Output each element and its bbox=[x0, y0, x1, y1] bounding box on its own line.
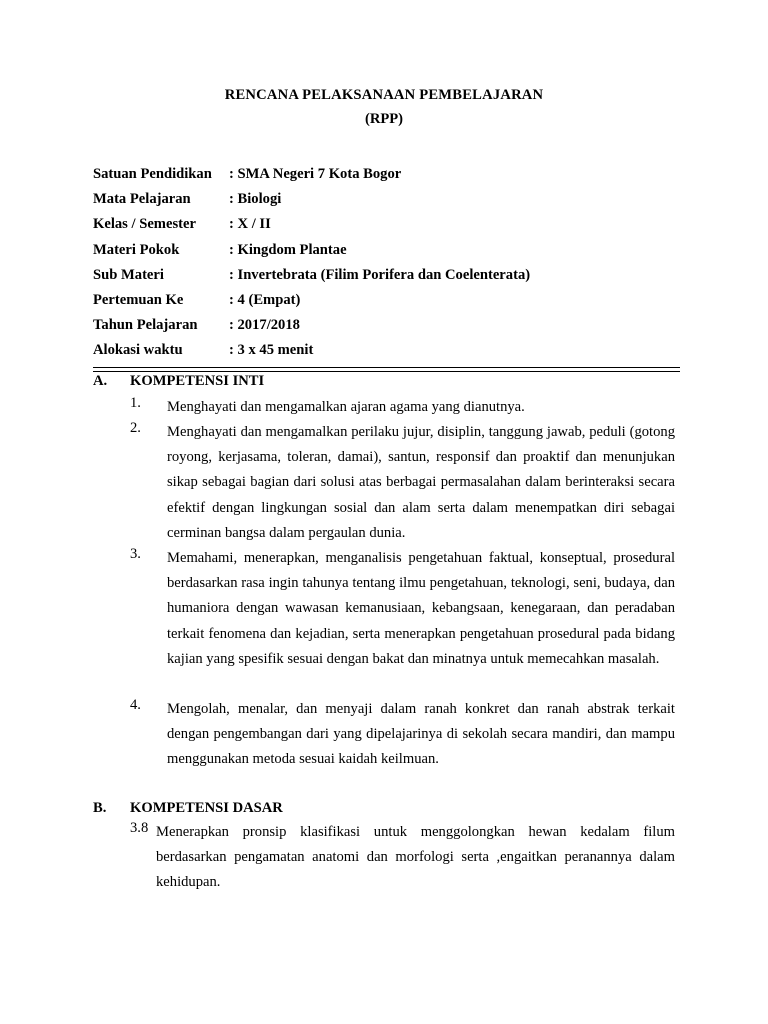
info-row-mata-pelajaran bbox=[93, 191, 530, 216]
info-label: Kelas / Semester bbox=[93, 216, 196, 233]
section-a-heading bbox=[93, 373, 264, 390]
section-letter: A. bbox=[93, 373, 108, 389]
info-row-satuan-pendidikan bbox=[93, 166, 530, 191]
divider-line bbox=[93, 367, 680, 368]
info-label: Alokasi waktu bbox=[93, 342, 183, 359]
divider-line bbox=[93, 371, 680, 372]
document-title: RENCANA PELAKSANAAN PEMBELAJARAN bbox=[224, 87, 544, 103]
info-value: : Biologi bbox=[229, 191, 282, 208]
info-label: Pertemuan Ke bbox=[93, 291, 184, 308]
list-text: Menghayati dan mengamalkan perilaku jujur, disiplin, tanggung jawab, peduli (gotong royong, kerjasama, toleran, damai), santun, responsif dan proaktif dan menunjukan sikap sebagai bagian dari solusi atas berbagai permasalahan dalam berinteraksi secara efektif dengan lingkungan sosial dan alam serta dalam menempatkan diri sebagai cerminan bangsa dalam pergaulan dunia. bbox=[167, 424, 675, 541]
list-number: 1. bbox=[130, 395, 141, 411]
list-item bbox=[130, 546, 675, 672]
info-label: Mata Pelajaran bbox=[93, 191, 191, 208]
list-number: 3.8 bbox=[130, 820, 149, 836]
info-row-alokasi-waktu bbox=[93, 342, 530, 367]
section-letter: B. bbox=[93, 800, 107, 816]
info-value: : Invertebrata (Filim Porifera dan Coelenterata) bbox=[229, 266, 531, 283]
list-text: Memahami, menerapkan, menganalisis pengetahuan faktual, konseptual, prosedural berdasarkan rasa ingin tahunya tentang ilmu pengetahuan, teknologi, seni, budaya, dan humaniora dengan wawasan kemanusiaan, kebangsaan, kenegaraan, dan peradaban terkait fenomena dan kejadian, serta menerapkan pengetahuan prosedural pada bidang kajian yang spesifik sesuai dengan bakat dan minatnya untuk memecahkan masalah. bbox=[167, 550, 675, 667]
info-label: Satuan Pendidikan bbox=[93, 166, 212, 182]
identity-table bbox=[93, 166, 530, 368]
info-value: : 4 (Empat) bbox=[229, 291, 301, 308]
list-item bbox=[130, 395, 675, 420]
info-label: Materi Pokok bbox=[93, 241, 180, 258]
list-text: Mengolah, menalar, dan menyaji dalam ranah konkret dan ranah abstrak terkait dengan pengembangan dari yang dipelajarinya di sekolah secara mandiri, dan mampu menggunakan metoda sesuai kaidah keilmuan. bbox=[167, 701, 675, 768]
info-label: Tahun Pelajaran bbox=[93, 317, 198, 334]
list-item bbox=[130, 420, 675, 546]
info-row-sub-materi bbox=[93, 267, 530, 292]
info-value: : X / II bbox=[229, 216, 271, 233]
info-row-materi-pokok bbox=[93, 242, 530, 267]
info-value: : 3 x 45 menit bbox=[229, 342, 314, 359]
list-item bbox=[130, 697, 675, 773]
list-number: 3. bbox=[130, 546, 141, 562]
document-subtitle: (RPP) bbox=[364, 111, 404, 127]
info-value: : 2017/2018 bbox=[229, 317, 300, 334]
section-title: KOMPETENSI DASAR bbox=[130, 800, 283, 816]
list-item bbox=[130, 820, 675, 896]
info-value: : SMA Negeri 7 Kota Bogor bbox=[229, 166, 402, 182]
section-title: KOMPETENSI INTI bbox=[130, 373, 265, 389]
info-label: Sub Materi bbox=[93, 266, 164, 283]
section-b-heading bbox=[93, 800, 283, 817]
list-text: Menghayati dan mengamalkan ajaran agama yang dianutnya. bbox=[167, 399, 525, 415]
list-number: 4. bbox=[130, 697, 141, 713]
info-row-pertemuan-ke bbox=[93, 292, 530, 317]
info-row-tahun-pelajaran bbox=[93, 317, 530, 342]
list-text: Menerapkan pronsip klasifikasi untuk menggolongkan hewan kedalam filum berdasarkan pengamatan anatomi dan morfologi serta ,engaitkan peranannya dalam kehidupan. bbox=[156, 824, 675, 891]
list-number: 2. bbox=[130, 420, 141, 436]
info-value: : Kingdom Plantae bbox=[229, 241, 347, 258]
info-row-kelas-semester bbox=[93, 216, 530, 241]
